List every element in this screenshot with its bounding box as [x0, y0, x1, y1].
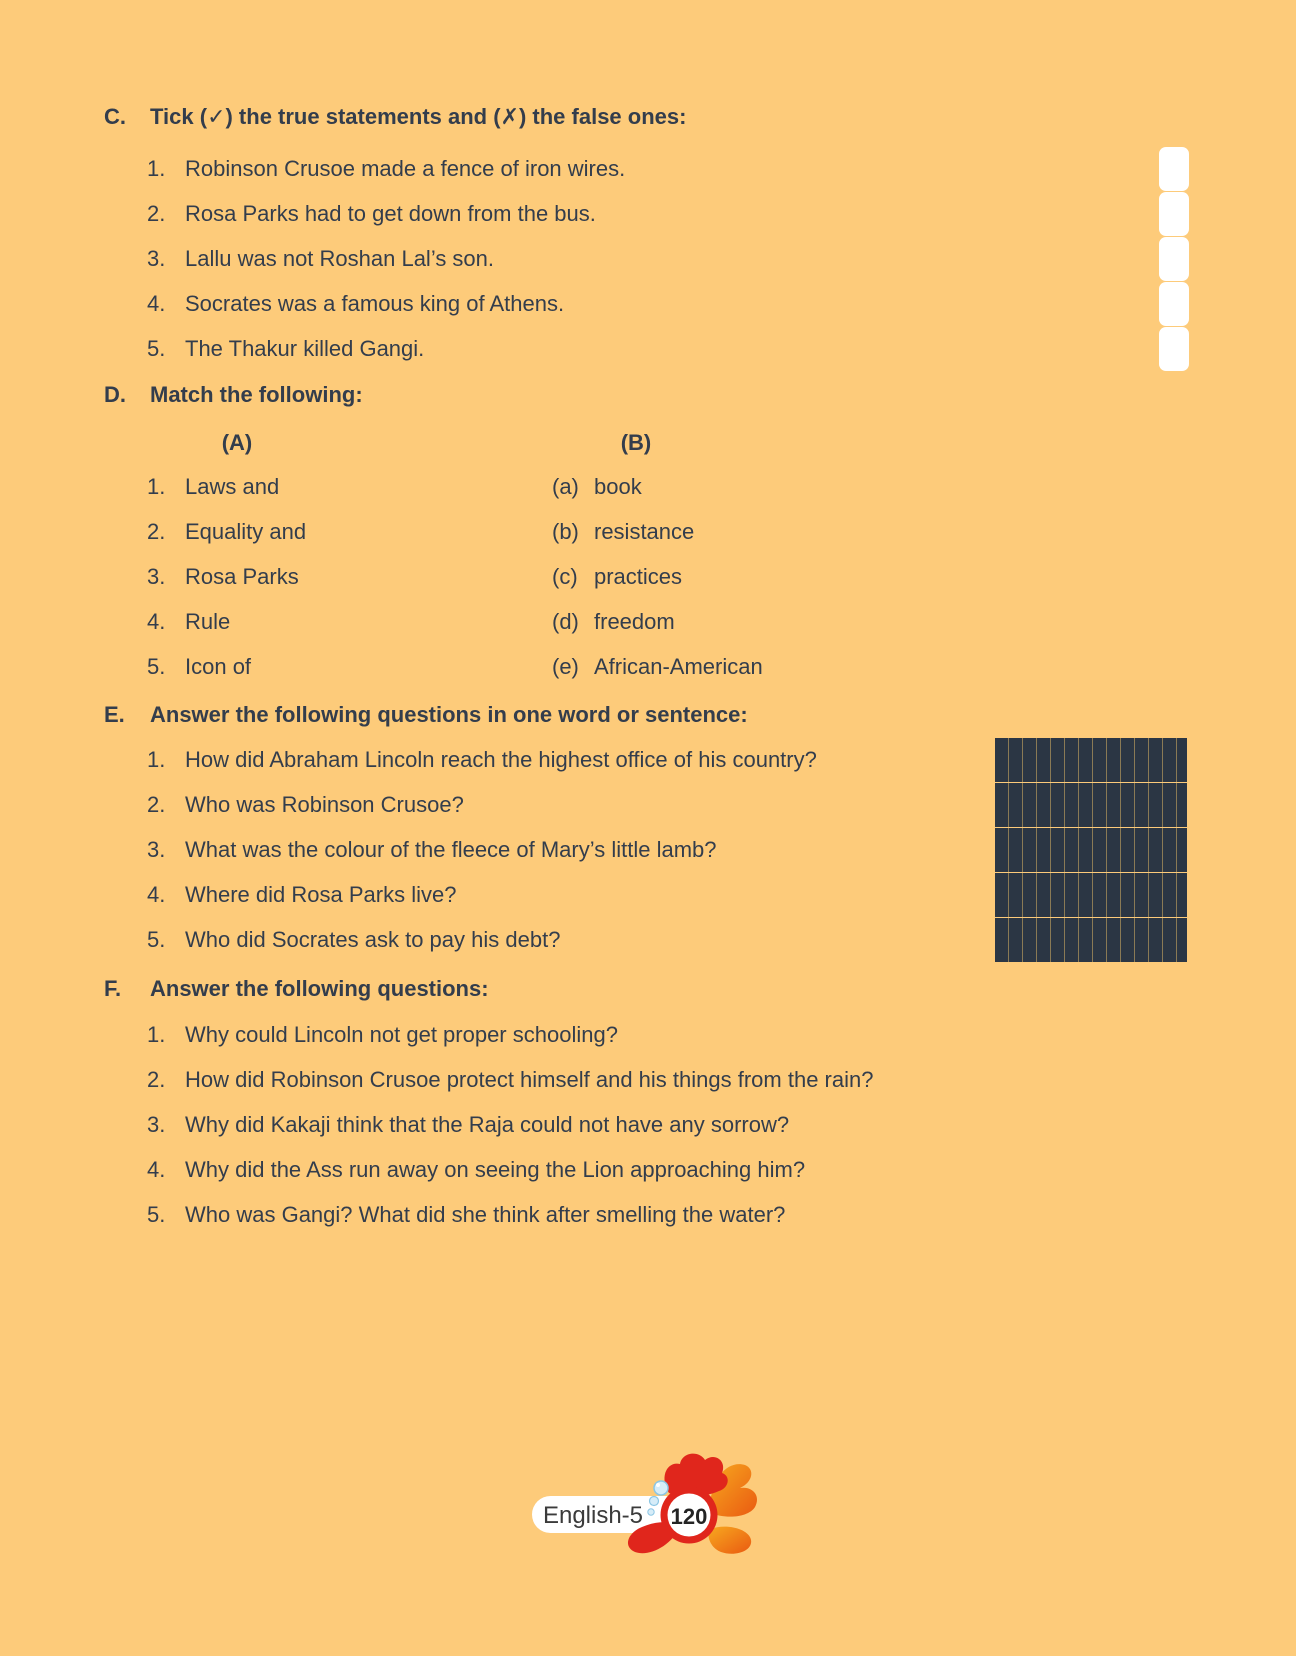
item-number: 2.: [147, 1067, 166, 1092]
fish-lower-fin: [708, 1527, 751, 1554]
question-row: [0, 1193, 1296, 1237]
statement-text: Socrates was a famous king of Athens.: [185, 291, 565, 316]
match-row: [0, 645, 1296, 689]
section-title: Answer the following questions in one word or sentence:: [150, 702, 748, 727]
match-right-text: practices: [594, 564, 683, 589]
question-row: [0, 1103, 1296, 1147]
item-number: 2.: [147, 792, 166, 817]
question-row: [0, 1013, 1296, 1057]
match-left-text: Equality and: [185, 519, 307, 544]
question-row: [0, 873, 1296, 917]
answer-blank-line[interactable]: [995, 828, 1187, 872]
item-number: 1.: [147, 474, 166, 499]
book-label: English-5: [542, 1502, 644, 1529]
statement-row: [0, 327, 1296, 371]
question-row: [0, 738, 1296, 782]
item-number: 4.: [147, 1157, 166, 1182]
question-row: [0, 1148, 1296, 1192]
match-row: [0, 600, 1296, 644]
section-letter: C.: [104, 104, 126, 129]
answer-blank-line[interactable]: [995, 783, 1187, 827]
section-title: Answer the following questions:: [150, 976, 489, 1001]
match-left-text: Rule: [185, 609, 231, 634]
item-number: 1.: [147, 156, 166, 181]
section-letter: F.: [104, 976, 122, 1001]
question-text: Why did Kakaji think that the Raja could not have any sorrow?: [185, 1112, 790, 1137]
item-number: 3.: [147, 1112, 166, 1137]
match-right-text: freedom: [594, 609, 675, 634]
bubble-icon: [650, 1497, 659, 1506]
statement-text: Lallu was not Roshan Lal’s son.: [185, 246, 495, 271]
column-a-header: (A): [221, 430, 253, 455]
match-row: [0, 465, 1296, 509]
match-row: [0, 510, 1296, 554]
question-text: Why could Lincoln not get proper schooling?: [185, 1022, 618, 1047]
question-row: [0, 1058, 1296, 1102]
question-text: Who was Robinson Crusoe?: [185, 792, 464, 817]
bubble-icon: [654, 1481, 668, 1495]
section-e-header: [0, 693, 1296, 737]
section-letter: E.: [104, 702, 125, 727]
item-number: 1.: [147, 1022, 166, 1047]
question-row: [0, 918, 1296, 962]
item-number: 4.: [147, 609, 166, 634]
match-right-text: resistance: [594, 519, 695, 544]
answer-checkbox[interactable]: [1159, 327, 1189, 371]
answer-checkbox[interactable]: [1159, 237, 1189, 281]
question-text: Who was Gangi? What did she think after smelling the water?: [185, 1202, 786, 1227]
answer-checkbox[interactable]: [1159, 192, 1189, 236]
item-number: 3.: [147, 564, 166, 589]
question-text: What was the colour of the fleece of Mary’s little lamb?: [185, 837, 717, 862]
item-number: 5.: [147, 1202, 166, 1227]
item-number: 5.: [147, 336, 166, 361]
match-left-text: Rosa Parks: [185, 564, 299, 589]
item-number: 2.: [147, 519, 166, 544]
statement-text: Rosa Parks had to get down from the bus.: [185, 201, 596, 226]
section-title: Match the following:: [150, 382, 363, 407]
statement-row: [0, 282, 1296, 326]
question-text: How did Robinson Crusoe protect himself and his things from the rain?: [185, 1067, 874, 1092]
section-d-header: [0, 373, 1296, 417]
answer-checkbox[interactable]: [1159, 282, 1189, 326]
item-number: 4.: [147, 882, 166, 907]
item-number: 5.: [147, 927, 166, 952]
question-row: [0, 828, 1296, 872]
match-right-text: African-American: [594, 654, 763, 679]
match-option-key: (a): [552, 474, 579, 499]
column-b-header: (B): [620, 430, 652, 455]
section-c-header: [0, 95, 1296, 139]
question-text: Why did the Ass run away on seeing the Lion approaching him?: [185, 1157, 806, 1182]
match-row: [0, 555, 1296, 599]
match-option-key: (e): [552, 654, 579, 679]
bubble-highlight: [656, 1483, 660, 1487]
answer-blank-line[interactable]: [995, 738, 1187, 782]
item-number: 5.: [147, 654, 166, 679]
item-number: 3.: [147, 246, 166, 271]
match-column-headers: [0, 421, 1296, 465]
page-number: 120: [670, 1504, 708, 1529]
match-right-text: book: [594, 474, 642, 499]
statement-row: [0, 237, 1296, 281]
question-text: Where did Rosa Parks live?: [185, 882, 457, 907]
question-text: How did Abraham Lincoln reach the highest office of his country?: [185, 747, 817, 772]
question-row: [0, 783, 1296, 827]
match-option-key: (b): [552, 519, 579, 544]
item-number: 1.: [147, 747, 166, 772]
answer-checkbox[interactable]: [1159, 147, 1189, 191]
section-title: Tick (✓) the true statements and (✗) the false ones:: [150, 104, 687, 129]
match-option-key: (c): [552, 564, 578, 589]
match-option-key: (d): [552, 609, 579, 634]
match-left-text: Laws and: [185, 474, 280, 499]
section-f-header: [0, 967, 1296, 1011]
statement-row: [0, 192, 1296, 236]
item-number: 2.: [147, 201, 166, 226]
question-text: Who did Socrates ask to pay his debt?: [185, 927, 561, 952]
statement-text: The Thakur killed Gangi.: [185, 336, 425, 361]
bubble-icon: [648, 1509, 654, 1515]
item-number: 4.: [147, 291, 166, 316]
item-number: 3.: [147, 837, 166, 862]
footer-logo: [500, 1440, 780, 1570]
section-letter: D.: [104, 382, 126, 407]
statement-text: Robinson Crusoe made a fence of iron wires.: [185, 156, 626, 181]
statement-row: [0, 147, 1296, 191]
answer-blank-line[interactable]: [995, 873, 1187, 917]
match-left-text: Icon of: [185, 654, 252, 679]
answer-blank-line[interactable]: [995, 918, 1187, 962]
